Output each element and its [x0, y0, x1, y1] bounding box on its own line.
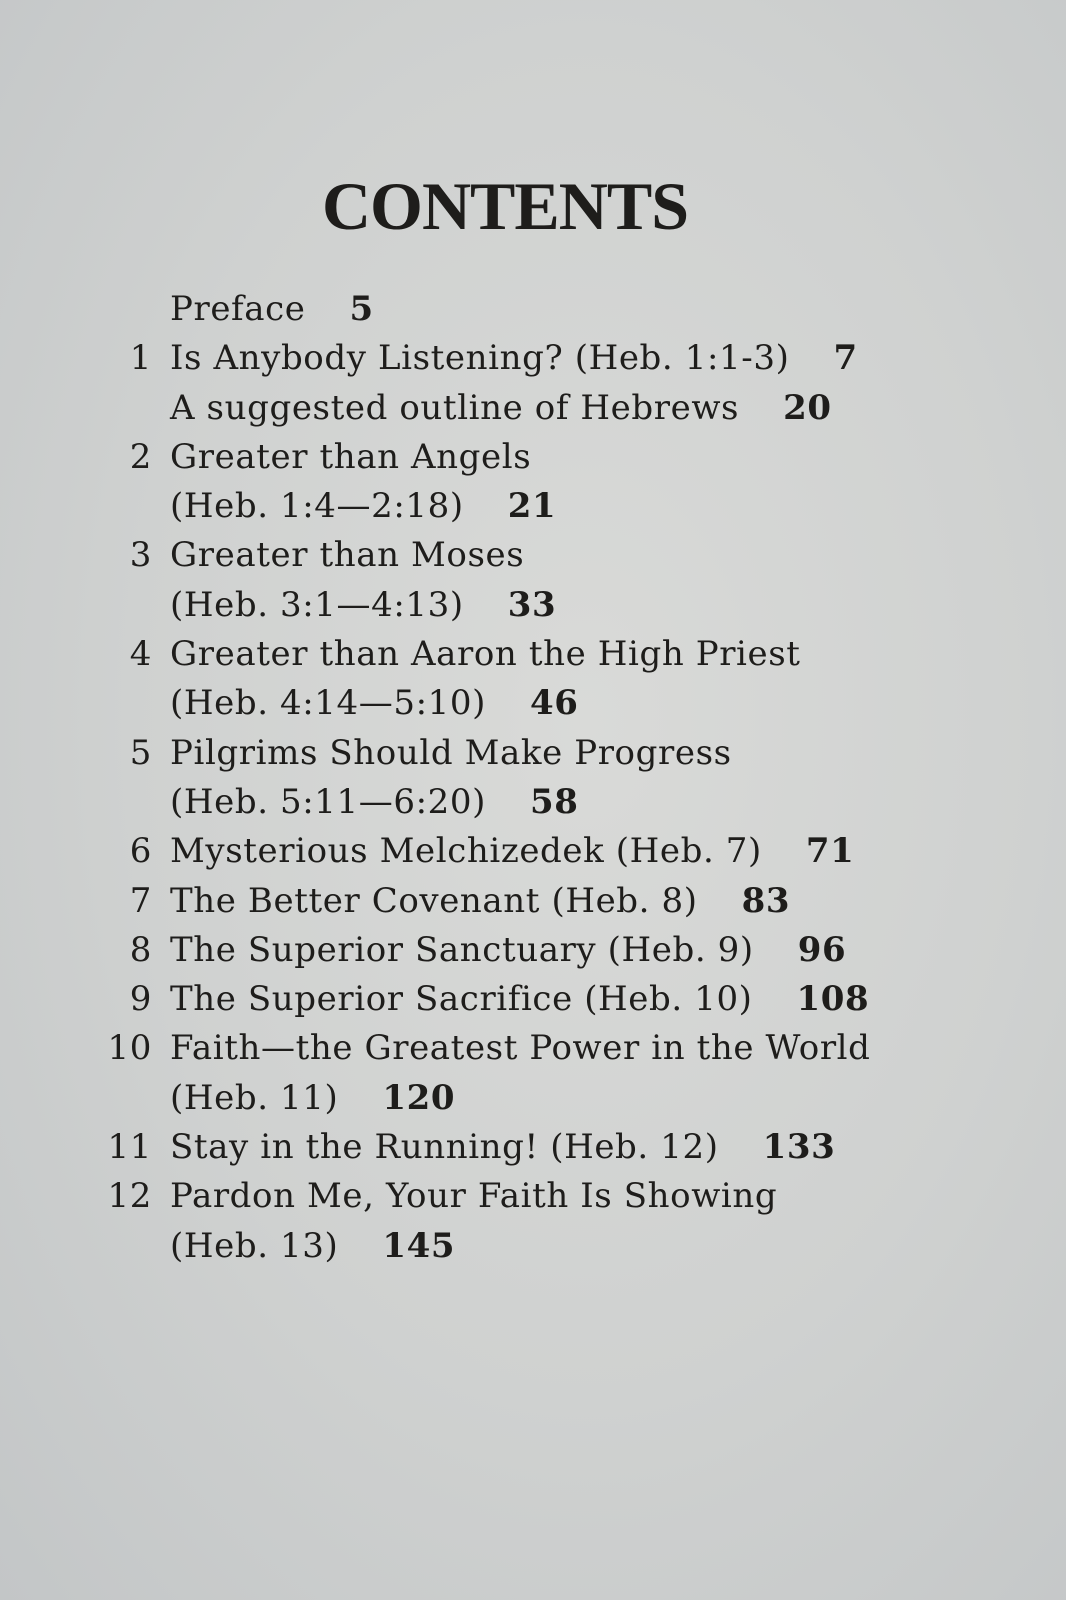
entry-title — [170, 581, 556, 630]
entry-title — [170, 1222, 455, 1271]
chapter-number: 4 — [129, 634, 152, 675]
entry-title — [170, 926, 846, 975]
entry-title — [170, 729, 776, 778]
toc-line — [96, 482, 936, 531]
page-number: 133 — [762, 1127, 836, 1168]
page-number: 83 — [741, 880, 791, 921]
chapter-number: 12 — [107, 1176, 152, 1217]
chapter-number: 10 — [107, 1028, 152, 1069]
chapter-number: 7 — [129, 880, 152, 921]
entry-title-text: Greater than Moses — [170, 535, 525, 576]
chapter-number: 11 — [107, 1127, 152, 1168]
chapter-number: 6 — [129, 831, 152, 872]
chapter-number: 9 — [129, 979, 152, 1020]
entry-title-text: Faith—the Greatest Power in the World — [170, 1028, 871, 1069]
chapter-number: 3 — [129, 535, 152, 576]
toc-line — [96, 1024, 936, 1073]
entry-title-text: (Heb. 5:11—6:20) — [170, 781, 486, 822]
entry-title — [170, 778, 579, 827]
toc-line — [96, 1172, 936, 1221]
chapter-number: 8 — [129, 929, 152, 970]
page-number: 71 — [805, 831, 855, 872]
toc-line — [96, 778, 936, 827]
entry-title-text: Pilgrims Should Make Progress — [170, 732, 732, 773]
chapter-number: 2 — [129, 436, 152, 477]
table-of-contents — [96, 285, 936, 1271]
toc-line — [96, 1123, 936, 1172]
entry-title-text: Stay in the Running! (Heb. 12) — [170, 1127, 719, 1168]
toc-line — [96, 1074, 936, 1123]
entry-title-text: Mysterious Melchizedek (Heb. 7) — [170, 831, 762, 872]
entry-title-text: Greater than Aaron the High Priest — [170, 634, 801, 675]
entry-title — [170, 1123, 835, 1172]
toc-line — [96, 433, 936, 482]
toc-line — [96, 1222, 936, 1271]
entry-title — [170, 334, 858, 383]
entry-title — [170, 679, 579, 728]
entry-title — [170, 433, 575, 482]
contents-title: CONTENTS — [321, 168, 689, 244]
entry-title-text: Preface — [170, 289, 306, 329]
entry-title-text: The Better Covenant (Heb. 8) — [170, 880, 698, 921]
toc-line — [96, 285, 936, 334]
entry-title-text: Greater than Angels — [170, 436, 532, 477]
toc-line — [96, 384, 936, 433]
entry-title-text: (Heb. 4:14—5:10) — [170, 683, 486, 724]
toc-line — [96, 531, 936, 580]
entry-title-text: Pardon Me, Your Faith Is Showing — [170, 1176, 778, 1217]
toc-line — [96, 630, 936, 679]
page-number: 145 — [382, 1225, 456, 1266]
entry-title — [170, 1024, 915, 1073]
entry-title — [170, 531, 568, 580]
entry-title — [170, 827, 854, 876]
toc-line — [96, 581, 936, 630]
chapter-number: 5 — [129, 732, 152, 773]
toc-line — [96, 975, 936, 1024]
toc-line — [96, 729, 936, 778]
chapter-number: 1 — [129, 338, 152, 379]
entry-title-text: The Superior Sacrifice (Heb. 10) — [170, 979, 753, 1020]
entry-title — [170, 877, 790, 926]
entry-title-text: The Superior Sanctuary (Heb. 9) — [170, 929, 754, 970]
toc-line — [96, 827, 936, 876]
entry-title-text: (Heb. 3:1—4:13) — [170, 584, 464, 625]
page-number: 7 — [833, 338, 858, 379]
entry-title — [170, 482, 556, 531]
entry-title — [170, 1074, 455, 1123]
entry-title-text: (Heb. 11) — [170, 1077, 339, 1118]
page-number: 58 — [529, 781, 579, 822]
entry-title-text: A suggested outline of Hebrews — [170, 387, 740, 428]
toc-line — [96, 679, 936, 728]
entry-title — [170, 1172, 821, 1221]
entry-title-text: Is Anybody Listening? (Heb. 1:1-3) — [170, 338, 790, 379]
page-number: 5 — [349, 289, 374, 329]
page-number: 96 — [797, 929, 847, 970]
entry-title — [170, 975, 869, 1024]
entry-title — [170, 384, 832, 433]
page-number: 33 — [507, 584, 557, 625]
toc-line — [96, 877, 936, 926]
entry-title — [170, 285, 374, 334]
page-number: 120 — [382, 1077, 456, 1118]
entry-title — [170, 630, 845, 679]
toc-line — [96, 334, 936, 383]
entry-title-text: (Heb. 13) — [170, 1225, 339, 1266]
page-number: 108 — [796, 979, 870, 1020]
entry-title-text: (Heb. 1:4—2:18) — [170, 486, 464, 527]
page-number: 20 — [783, 387, 832, 428]
page-number: 21 — [507, 486, 557, 527]
toc-line — [96, 926, 936, 975]
page-number: 46 — [529, 683, 579, 724]
